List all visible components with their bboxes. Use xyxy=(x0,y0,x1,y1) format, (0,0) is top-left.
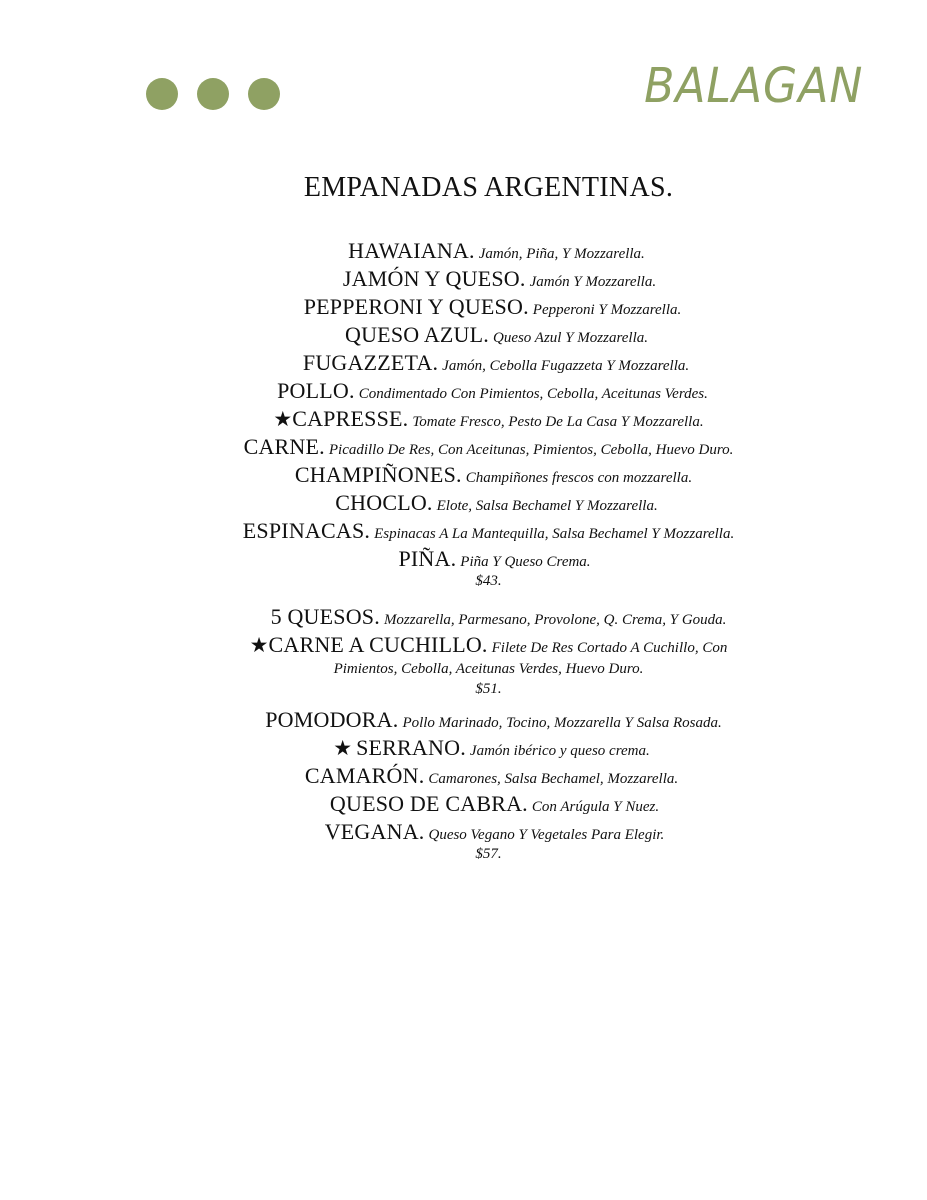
menu-item-description: Espinacas A La Mantequilla, Salsa Bechamel Y Mozzarella. xyxy=(374,526,735,542)
menu-item-description: Queso Azul Y Mozzarella. xyxy=(492,330,648,346)
group-price: $51. xyxy=(475,681,502,697)
spacer xyxy=(0,594,927,603)
menu-item-description: Jamón, Cebolla Fugazzeta Y Mozzarella. xyxy=(442,358,690,374)
menu-item xyxy=(0,405,927,433)
menu-item-name: HAWAIANA. xyxy=(348,238,475,263)
menu-item-description: Queso Vegano Y Vegetales Para Elegir. xyxy=(428,827,665,843)
menu-item xyxy=(0,790,927,818)
menu-item xyxy=(0,762,927,790)
menu-item xyxy=(0,545,927,573)
menu-item-name: JAMÓN Y QUESO. xyxy=(342,266,526,291)
menu-item-name: CHAMPIÑONES. xyxy=(294,462,462,487)
menu-item-name: CAMARÓN. xyxy=(304,763,425,788)
menu-item xyxy=(0,433,927,461)
star-icon: ★ xyxy=(249,633,269,657)
menu-item-name: CARNE A CUCHILLO. xyxy=(268,632,488,657)
star-icon: ★ xyxy=(273,407,293,431)
menu-item-name: ESPINACAS. xyxy=(242,518,371,543)
menu-item xyxy=(0,265,927,293)
brand-logo: BALAGAN xyxy=(643,58,863,114)
menu-list xyxy=(0,237,927,867)
menu-item-name: CAPRESSE. xyxy=(292,406,409,431)
dots-decoration xyxy=(146,78,280,110)
menu-item-name: CHOCLO. xyxy=(335,490,433,515)
menu-item-description: Picadillo De Res, Con Aceitunas, Pimientos, Cebolla, Huevo Duro. xyxy=(328,442,734,458)
menu-item-name: SERRANO. xyxy=(356,735,466,760)
menu-item xyxy=(0,349,927,377)
menu-item xyxy=(0,631,927,659)
menu-item xyxy=(0,489,927,517)
menu-item xyxy=(0,293,927,321)
menu-item-description: Mozzarella, Parmesano, Provolone, Q. Crema, Y Gouda. xyxy=(383,612,727,628)
menu-item-description: Con Arúgula Y Nuez. xyxy=(531,799,660,815)
menu-item-name: 5 QUESOS. xyxy=(270,604,380,629)
menu-item-name: QUESO AZUL. xyxy=(345,322,489,347)
menu-item xyxy=(0,237,927,265)
menu-item xyxy=(0,321,927,349)
group-price: $43. xyxy=(475,573,502,589)
dot xyxy=(197,78,229,110)
menu-item-description: Tomate Fresco, Pesto De La Casa Y Mozzarella. xyxy=(412,414,704,430)
menu-item-description: Pollo Marinado, Tocino, Mozzarella Y Salsa Rosada. xyxy=(402,715,722,731)
dot xyxy=(248,78,280,110)
menu-item-description: Camarones, Salsa Bechamel, Mozzarella. xyxy=(428,771,679,787)
menu-item-description: Pepperoni Y Mozzarella. xyxy=(532,302,682,318)
menu-item-name: FUGAZZETA. xyxy=(302,350,439,375)
menu-item xyxy=(0,603,927,631)
menu-item-name: VEGANA. xyxy=(324,819,425,844)
menu-item-description-continued: Pimientos, Cebolla, Aceitunas Verdes, Huevo Duro. xyxy=(333,661,644,677)
menu-item xyxy=(0,734,927,762)
menu-item xyxy=(0,706,927,734)
dot xyxy=(146,78,178,110)
menu-item-description: Condimentado Con Pimientos, Cebolla, Aceitunas Verdes. xyxy=(358,386,708,402)
menu-item-name: PIÑA. xyxy=(398,546,457,571)
menu-item xyxy=(0,818,927,846)
menu-item-description: Filete De Res Cortado A Cuchillo, Con xyxy=(491,640,728,656)
page-title: EMPANADAS ARGENTINAS. xyxy=(303,172,674,203)
menu-item xyxy=(0,517,927,545)
menu-item xyxy=(0,461,927,489)
menu-item-description: Jamón ibérico y queso crema. xyxy=(469,743,650,759)
menu-item-name: POLLO. xyxy=(277,378,355,403)
menu-item-description: Jamón Y Mozzarella. xyxy=(529,274,657,290)
menu-item-description: Elote, Salsa Bechamel Y Mozzarella. xyxy=(436,498,658,514)
menu-item-name: POMODORA. xyxy=(265,707,399,732)
menu-item-description: Jamón, Piña, Y Mozzarella. xyxy=(478,246,645,262)
menu-item-description: Champiñones frescos con mozzarella. xyxy=(465,470,693,486)
menu-item xyxy=(0,377,927,405)
menu-item-name: CARNE. xyxy=(243,434,325,459)
menu-item-description: Piña Y Queso Crema. xyxy=(460,554,591,570)
menu-item-name: PEPPERONI Y QUESO. xyxy=(303,294,529,319)
group-price: $57. xyxy=(475,846,502,862)
star-icon: ★ xyxy=(333,736,353,760)
menu-item-name: QUESO DE CABRA. xyxy=(329,791,528,816)
